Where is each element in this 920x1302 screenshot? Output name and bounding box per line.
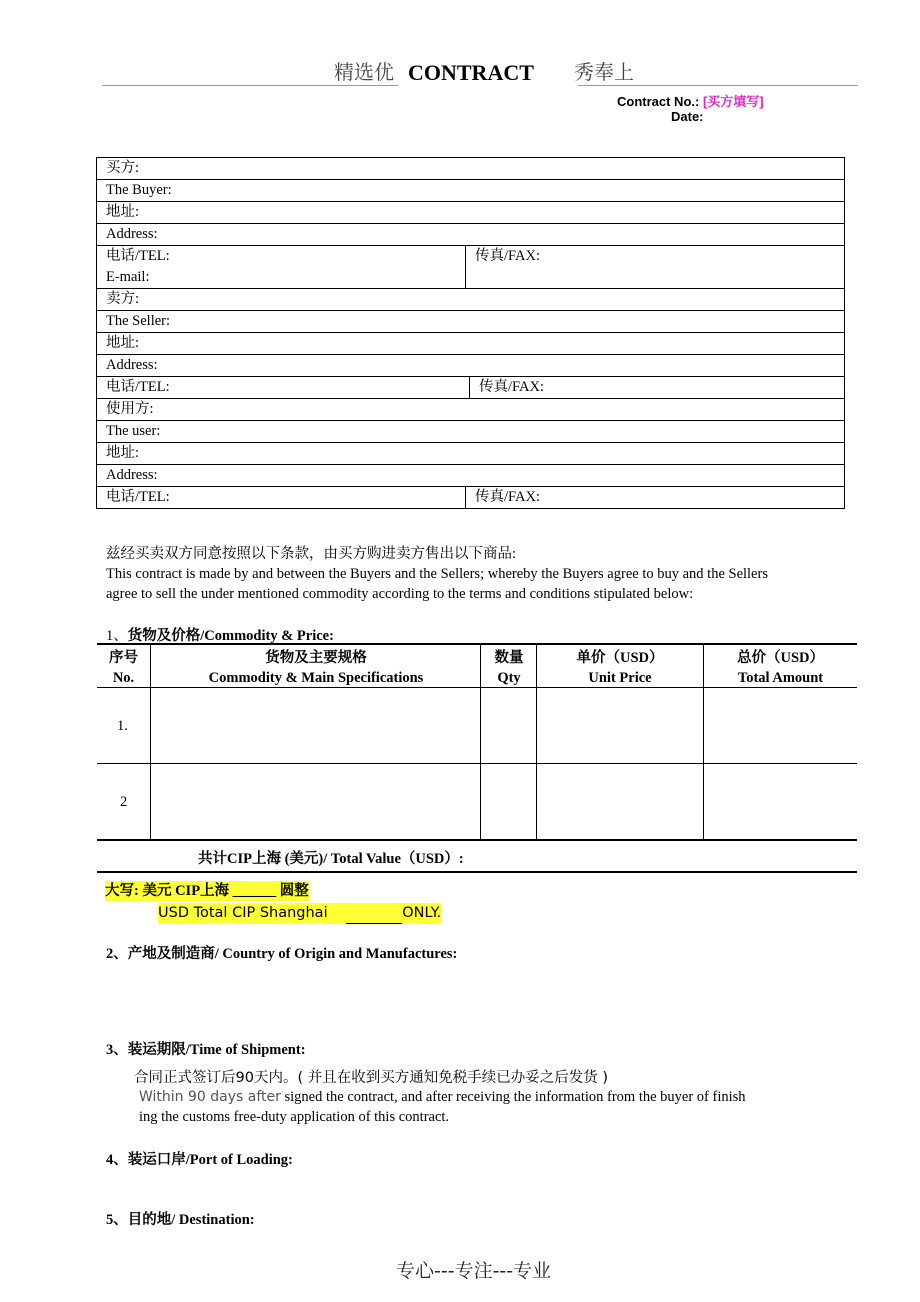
buyer-email-label: E-mail: (106, 269, 150, 285)
page-footer: 专心---专注---专业 (396, 1260, 552, 1282)
document-title: CONTRACT (408, 60, 534, 85)
section1-heading-text: 货物及价格/Commodity & Price: (127, 628, 334, 644)
col-qty-header (481, 648, 537, 688)
col-no-en: No. (112, 670, 135, 686)
col-unit-price-cn: 单价（USD） (576, 650, 664, 666)
buyer-addr-en-label: Address: (106, 226, 158, 242)
seller-cn-label: 卖方: (106, 291, 140, 307)
shipment-time-cn: 合同正式签订后90天内。( 并且在收到买方通知免税手续已办妥之后发货 ) (134, 1070, 608, 1086)
user-addr-en-row (97, 465, 844, 487)
shipment-time-en-light: Within 90 days after (139, 1089, 281, 1105)
row1-divider-4 (703, 688, 704, 763)
section1-heading (106, 624, 334, 645)
seller-addr-cn-label: 地址: (106, 335, 140, 351)
amount-in-words-cn: 大写: 美元 CIP上海 ______ 圆整 (105, 883, 309, 899)
contract-date-label: Date: (671, 109, 704, 124)
section5-heading: 5、目的地/ Destination: (106, 1212, 255, 1228)
buyer-addr-cn-label: 地址: (106, 204, 140, 220)
row1-divider-1 (150, 688, 151, 763)
row1-divider-3 (536, 688, 537, 763)
user-en-label: The user: (106, 423, 161, 439)
col-unit-price-en: Unit Price (588, 670, 652, 686)
col-qty-en: Qty (497, 670, 521, 686)
col-commodity-cn: 货物及主要规格 (265, 650, 367, 666)
col-commodity-header (151, 648, 481, 688)
section2-heading: 2、产地及制造商/ Country of Origin and Manufactures: (106, 946, 458, 962)
user-fax-label: 传真/FAX: (475, 489, 540, 505)
seller-tel-label: 电话/TEL: (106, 379, 170, 395)
user-cn-label: 使用方: (106, 401, 154, 417)
seller-addr-en-row (97, 355, 844, 377)
col-total-en: Total Amount (737, 670, 824, 686)
intro-cn: 兹经买卖双方同意按照以下条款，由买方购进卖方售出以下商品: (106, 546, 517, 562)
buyer-cn-row (97, 158, 844, 180)
row2-divider-2 (480, 764, 481, 839)
seller-addr-en-label: Address: (106, 357, 158, 373)
col-no-cn: 序号 (109, 650, 138, 666)
intro-en-line2: agree to sell the under mentioned commodity according to the terms and conditions stipulated below: (106, 586, 694, 602)
seller-en-label: The Seller: (106, 313, 171, 329)
col-total-header (704, 648, 857, 688)
parties-table (96, 157, 845, 509)
buyer-en-label: The Buyer: (106, 182, 172, 198)
amount-in-words-en-suffix: ONLY. (402, 905, 442, 921)
seller-cn-row (97, 289, 844, 311)
user-contact-row (97, 487, 844, 509)
total-value-row (97, 841, 857, 873)
row1-divider-2 (480, 688, 481, 763)
section4-heading: 4、装运口岸/Port of Loading: (106, 1152, 293, 1168)
row-number: 1. (117, 718, 128, 734)
seller-contact-row (97, 377, 844, 399)
amount-in-words-blank (346, 903, 402, 924)
watermark-right: 秀奉上 (574, 60, 634, 84)
row2-divider-4 (703, 764, 704, 839)
seller-en-row (97, 311, 844, 333)
buyer-addr-cn-row (97, 202, 844, 224)
col-qty-cn: 数量 (494, 650, 524, 666)
user-addr-en-label: Address: (106, 467, 158, 483)
total-value-label: 共计CIP上海 (美元)/ Total Value（USD）: (198, 851, 464, 867)
seller-addr-cn-row (97, 333, 844, 355)
seller-contact-divider (469, 377, 470, 398)
contract-number (617, 91, 764, 110)
user-contact-divider (465, 487, 466, 508)
amount-in-words-en-prefix: USD Total CIP Shanghai (158, 905, 328, 921)
col-no-header (97, 648, 150, 688)
contract-number-label: Contract No.: (617, 94, 700, 109)
buyer-en-row (97, 180, 844, 202)
buyer-tel-label: 电话/TEL: (106, 248, 170, 264)
table-row (97, 688, 857, 764)
col-commodity-en: Commodity & Main Specifications (208, 670, 424, 686)
row-number: 2 (120, 794, 128, 810)
commodity-table (97, 643, 857, 873)
buyer-contact-row (97, 246, 844, 289)
shipment-time-en-line2: ing the customs free-duty application of this contract. (139, 1109, 450, 1125)
amount-in-words-en (158, 903, 441, 924)
row2-divider-3 (536, 764, 537, 839)
col-unit-price-header (537, 648, 703, 688)
shipment-time-en-text: signed the contract, and after receiving the information from the buyer of finish (280, 1089, 746, 1105)
buyer-fax-label: 传真/FAX: (475, 248, 540, 264)
buyer-addr-en-row (97, 224, 844, 246)
header-rule-right (578, 85, 858, 86)
watermark-left: 精选优 (334, 60, 394, 84)
intro-en-line1: This contract is made by and between the Buyers and the Sellers; whereby the Buyers agree to buy and the Sellers (106, 566, 768, 582)
col-total-cn: 总价（USD） (736, 650, 824, 666)
seller-fax-label: 传真/FAX: (479, 379, 544, 395)
shipment-time-en-line1 (139, 1089, 746, 1106)
header-rule-left (102, 85, 398, 86)
table-row (97, 764, 857, 841)
user-tel-label: 电话/TEL: (106, 489, 170, 505)
user-cn-row (97, 399, 844, 421)
user-addr-cn-row (97, 443, 844, 465)
commodity-table-header (97, 645, 857, 688)
buyer-contact-divider (465, 246, 466, 288)
contract-number-value: [买方填写] (702, 94, 764, 109)
user-addr-cn-label: 地址: (106, 445, 140, 461)
section1-heading-num: 1、 (106, 628, 128, 644)
row2-divider-1 (150, 764, 151, 839)
section3-heading: 3、装运期限/Time of Shipment: (106, 1042, 306, 1058)
user-en-row (97, 421, 844, 443)
buyer-cn-label: 买方: (106, 160, 140, 176)
